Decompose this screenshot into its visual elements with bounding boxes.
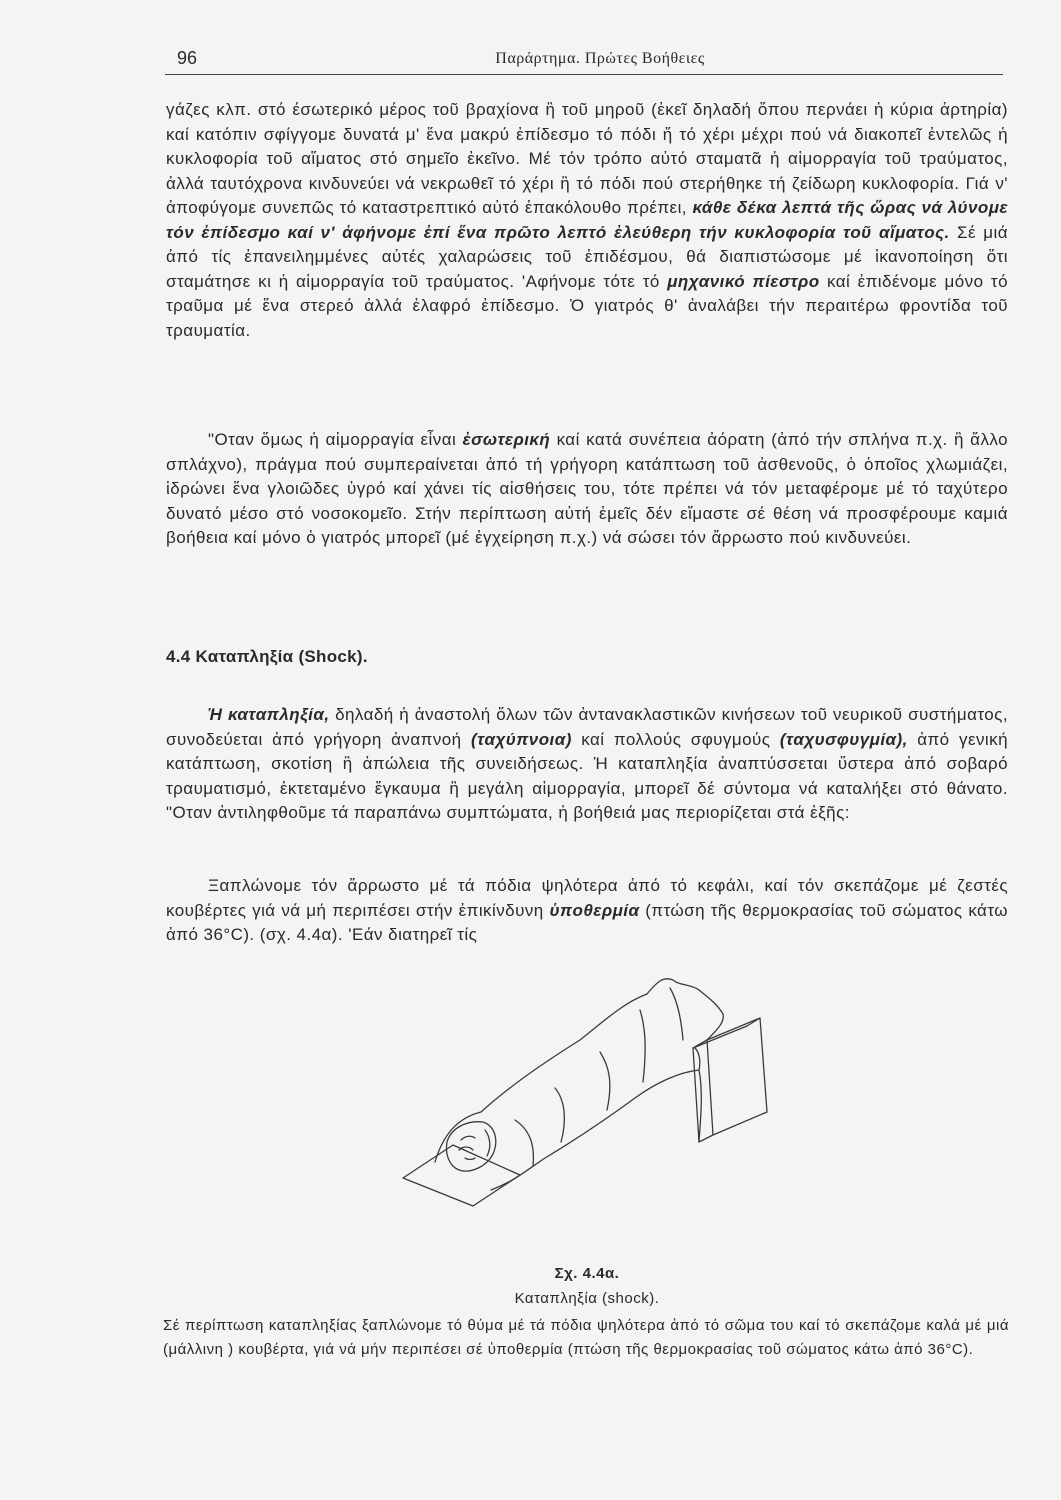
paragraph-shock-treatment <box>166 874 1008 948</box>
emphasis-text: (ταχυσφυγμία), <box>779 729 908 749</box>
emphasis-text: ὑποθερμία <box>549 900 640 920</box>
paragraph-text: καί κατά συνέπεια ἀόρατη (ἀπό τήν σπλήνα π.χ. ἢ ἄλλο σπλάχνο), πράγμα πού συμπεραίνεται ἀπό τή γρήγορη κατάπτωση τοῦ ἀσθενοῦς, ὁ ὁποῖος χλωμιάζει, ἱδρώνει ἕνα γλοιῶδες ὑγρό καί χάνει τίς αἰσθήσεις του, τότε πρέπει νά τόν μεταφέρομε μέ τό ταχύτερο δυνατό μέσο στό νοσοκομεῖο. Στήν περίπτωση αὐτή ἐμεῖς δέν εἴμαστε σέ θέση νά προσφέρουμε καμιά βοήθεια καί μόνο ὁ γιατρός μπορεῖ (μέ ἐγχείρηση π.χ.) νά σώσει τόν ἄρρωστο πού κινδυνεύει. <box>166 430 1008 547</box>
paragraph-text: ἀπό γενική κατάπτωση, σκοτίση ἢ ἀπώλεια τῆς συνειδήσεως. Ἡ καταπληξία ἀναπτύσσεται ὕστερα ἀπό σοβαρό τραυματισμό, ἐκτεταμένο ἔγκαυμα ἢ μεγάλη αἱμορραγία, μπορεῖ δέ σύντομα νά καταλήξει στό θάνατο. "Οταν ἀντιληφθοῦμε τά παραπάνω συμπτώματα, ἡ βοήθειά μας περιορίζεται στά ἑξῆς: <box>166 729 1008 822</box>
running-title: Παράρτημα. Πρώτες Βοήθειες <box>495 50 705 67</box>
paragraph-text: δηλαδή ἡ ἀναστολή ὅλων τῶν ἀντανακλαστικῶν κινήσεων τοῦ νευρικοῦ συστήματος, συνοδεύεται ἀπό γρήγορη ἀναπνοή <box>166 705 1008 749</box>
paragraph-text: γάζες κλπ. στό έσωτερικό μέρος τοῦ βραχίονα ἢ τοῦ μηροῦ (ἐκεῖ δηλαδή ὅπου περνάει ἡ κύρια ἀρτηρία) καί κατόπιν σφίγγομε δυνατά μ' ἕνα μακρύ ἐπίδεσμο τό πόδι ἤ τό χέρι μέχρι πού νά διακοπεῖ ἐντελῶς ἡ κυκλοφορία τοῦ αἵματος στό σημεῖο ἐκεῖνο. Μέ τόν τρόπο αὐτό σταματᾶ ἡ αἱμορραγία τοῦ τραύματος, ἀλλά ταυτόχρονα κινδυνεύει νά νεκρωθεῖ τό χέρι ἢ τό πόδι πού στερήθηκε τή ζείδωρη κυκλοφορία. Γιά ν' ἀποφύγομε συνεπῶς τό καταστρεπτικό αὐτό ἐπακόλουθο πρέπει, <box>166 100 1008 217</box>
emphasis-text: (ταχύπνοια) <box>470 729 572 749</box>
paragraph-text: καί ἐπιδένομε μόνο τό τραῦμα μέ ἕνα στερεό ἀλλά ἐλαφρό ἐπίδεσμο. Ὁ γιατρός θ' ἀναλάβει τήν περαιτέρω φροντίδα τοῦ τραυματία. <box>166 271 1008 340</box>
emphasis-text: ἐσωτερική <box>462 430 551 449</box>
patient-in-shock-position-illustration <box>395 970 815 1210</box>
paragraph-tourniquet <box>166 98 1008 343</box>
emphasis-text: μηχανικό πίεστρο <box>667 271 820 291</box>
paragraph-text: Σέ μιά ἀπό τίς ἐπανειλημμένες αὐτές χαλαρώσεις τοῦ ἐπιδέσμου, θά διαπιστώσομε μέ ἱκανοποίηση ὅτι σταμάτησε κι ἡ αἱμορραγία τοῦ τραύματος. 'Αφήνομε τότε τό <box>166 222 1008 291</box>
page-header <box>165 46 1003 75</box>
page-number: 96 <box>177 48 198 68</box>
paragraph-shock-definition <box>166 703 1008 826</box>
paragraph-internal-bleeding <box>166 428 1008 551</box>
section-heading: 4.4 Καταπληξία (Shock). <box>166 647 368 666</box>
paragraph-text: καί πολλούς σφυγμούς <box>571 729 780 749</box>
figure-caption: Σέ περίπτωση καταπληξίας ξαπλώνομε τό θύμα μέ τά πόδια ψηλότερα ἀπό τό σῶμα του καί τό σκεπάζομε καλά μέ μιά (μάλλινη ) κουβέρτα, γιά νά μήν περιπέσει σέ ὑποθερμία (πτώση τῆς θερμοκρασίας τοῦ σώματος κάτω ἀπό 36°C). <box>163 1317 1009 1358</box>
paragraph-text: (πτώση τῆς θερμοκρασίας τοῦ σώματος κάτω ἀπό 36°C). (σχ. 4.4α). 'Εάν διατηρεῖ τίς <box>166 900 1008 944</box>
figure-title: Καταπληξία (shock). <box>514 1290 660 1307</box>
paragraph-text: "Οταν ὅμως ἡ αἱμορραγία εἶναι <box>208 430 463 449</box>
paragraph-text: Ξαπλώνομε τόν ἄρρωστο μέ τά πόδια ψηλότερα ἀπό τό κεφάλι, καί τόν σκεπάζομε μέ ζεστές κουβέρτες γιά νά μή περιπέσει στήν ἐπικίνδυνη <box>166 876 1008 920</box>
figure-label: Σχ. 4.4α. <box>554 1265 620 1282</box>
emphasis-text: Ἡ καταπληξία, <box>208 705 330 724</box>
emphasis-text: κάθε δέκα λεπτά τῆς ὥρας νά λύνομε τόν ἐπίδεσμο καί ν' ἀφήνομε ἐπί ἕνα πρῶτο λεπτό ἐλεύθερη τήν κυκλοφορία τοῦ αἵματος. <box>166 198 1008 242</box>
